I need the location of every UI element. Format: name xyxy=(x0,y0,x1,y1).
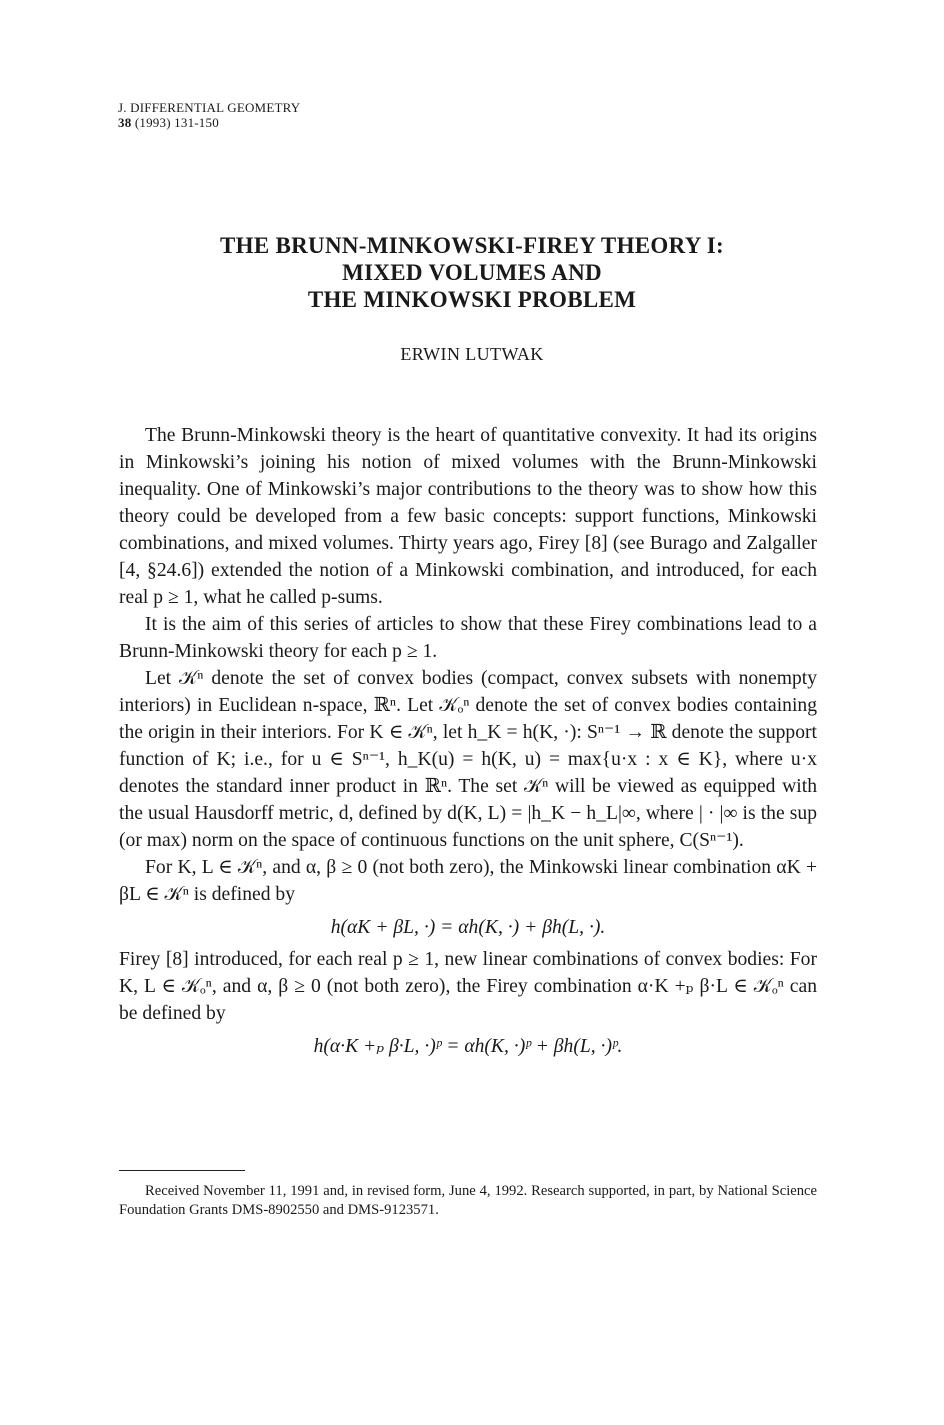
paragraph-2: It is the aim of this series of articles to show that these Firey combinations lead to a Brunn-Minkowski theory for each p ≥ 1. xyxy=(119,614,817,662)
body-text xyxy=(119,422,817,1065)
paragraph-1: The Brunn-Minkowski theory is the heart of quantitative convexity. It had its origins in Minkowski’s joining his notion of mixed volumes with the Brunn-Minkowski inequality. One of Minkowski’s major contributions to the theory was to show how this theory could be developed from a few basic concepts: support functions, Minkowski combinations, and mixed volumes. Thirty years ago, Firey [8] (see Burago and Zalgaller [4, §24.6]) extended the notion of a Minkowski combination, and introduced, for each real p ≥ 1, what he called p-sums. xyxy=(119,425,817,608)
journal-volume: 38 xyxy=(118,115,132,130)
paragraph-5: Firey [8] introduced, for each real p ≥ 1, new linear combinations of convex bodies: For K, L ∈ 𝒦ₒⁿ, and α, β ≥ 0 (not both zero), the Firey combination α·K +ₚ β·L ∈ 𝒦ₒⁿ can be defined by xyxy=(119,949,817,1024)
title-line-1: THE BRUNN-MINKOWSKI-FIREY THEORY I: xyxy=(219,233,725,258)
journal-name: J. DIFFERENTIAL GEOMETRY xyxy=(118,100,301,115)
title-line-3: THE MINKOWSKI PROBLEM xyxy=(307,287,637,312)
paper-title xyxy=(0,232,944,313)
journal-issue-pages: (1993) 131-150 xyxy=(134,115,219,130)
paragraph-4: For K, L ∈ 𝒦ⁿ, and α, β ≥ 0 (not both zero), the Minkowski linear combination αK + βL ∈ 𝒦ⁿ is defined by xyxy=(119,857,817,905)
footnote-rule xyxy=(119,1170,245,1171)
footnote-text: Received November 11, 1991 and, in revised form, June 4, 1992. Research supported, in part, by National Science Foundation Grants DMS-8902550 and DMS-9123571. xyxy=(119,1183,817,1218)
journal-header xyxy=(118,100,300,130)
paragraph-3: Let 𝒦ⁿ denote the set of convex bodies (compact, convex subsets with nonempty interiors) in Euclidean n-space, ℝⁿ. Let 𝒦ₒⁿ denote the set of convex bodies containing the origin in their interiors. For K ∈ 𝒦ⁿ, let h_K = h(K, ·): Sⁿ⁻¹ → ℝ denote the support function of K; i.e., for u ∈ Sⁿ⁻¹, h_K(u) = h(K, u) = max{u·x : x ∈ K}, where u·x denotes the standard inner product in ℝⁿ. The set 𝒦ⁿ will be viewed as equipped with the usual Hausdorff metric, d, defined by d(K, L) = |h_K − h_L|∞, where | · |∞ is the sup (or max) norm on the space of continuous functions on the unit sphere, C(Sⁿ⁻¹). xyxy=(119,668,817,851)
footnote xyxy=(119,1182,817,1220)
author-name: ERWIN LUTWAK xyxy=(400,344,544,364)
equation-firey: h(α·K +ₚ β·L, ·)ᵖ = αh(K, ·)ᵖ + βh(L, ·)ᵖ. xyxy=(313,1036,623,1057)
title-line-2: MIXED VOLUMES AND xyxy=(342,260,602,285)
equation-minkowski: h(αK + βL, ·) = αh(K, ·) + βh(L, ·). xyxy=(330,917,606,938)
journal-volume-line xyxy=(118,115,300,130)
